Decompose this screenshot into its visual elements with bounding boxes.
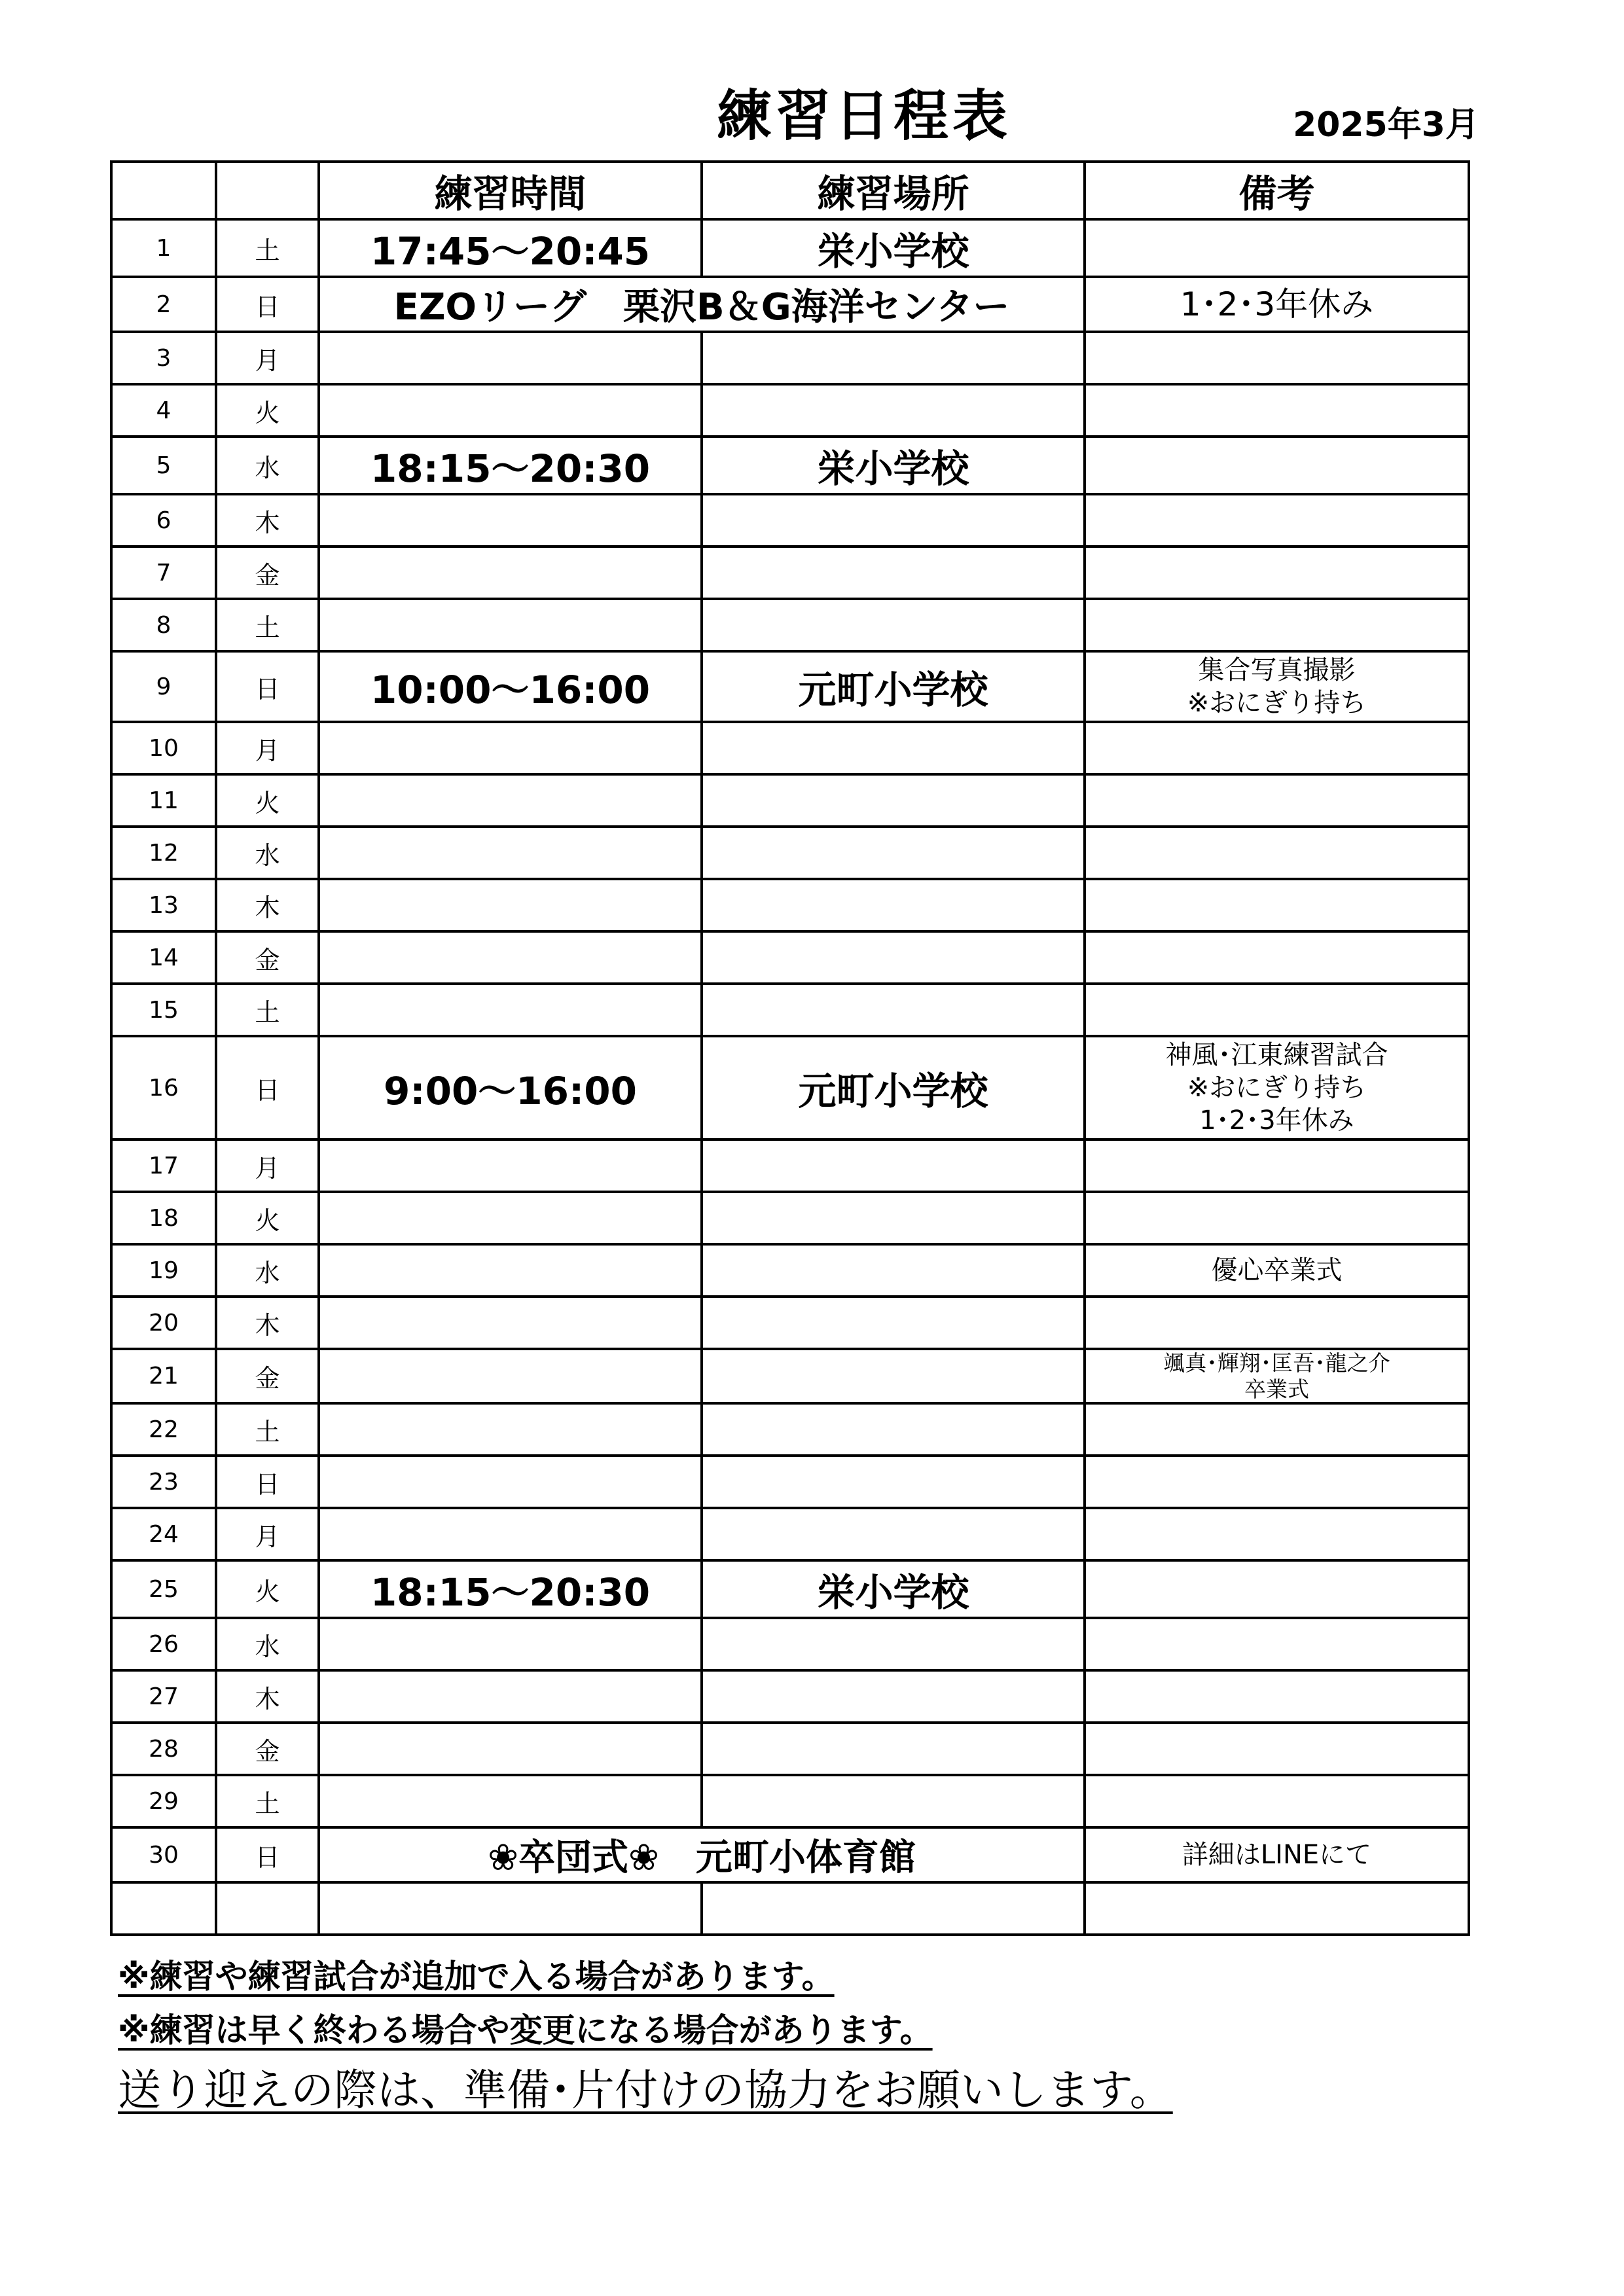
header-notes: 備考 bbox=[1085, 162, 1469, 219]
practice-time: 10:00～16:00 bbox=[319, 651, 702, 722]
notes-cell bbox=[1085, 219, 1469, 277]
notes-cell bbox=[1085, 651, 1469, 722]
practice-place bbox=[702, 332, 1085, 384]
notes-cell bbox=[1085, 437, 1469, 494]
day-number: 3 bbox=[111, 332, 216, 384]
practice-place bbox=[702, 1508, 1085, 1560]
weekday: 火 bbox=[216, 1192, 319, 1244]
notes-cell bbox=[1085, 1882, 1469, 1935]
practice-place bbox=[702, 1775, 1085, 1827]
table-row bbox=[111, 1618, 1469, 1670]
practice-time: 17:45～20:45 bbox=[319, 219, 702, 277]
notes-cell bbox=[1085, 1618, 1469, 1670]
weekday: 木 bbox=[216, 879, 319, 931]
weekday: 木 bbox=[216, 494, 319, 547]
weekday: 日 bbox=[216, 1827, 319, 1882]
weekday: 水 bbox=[216, 1244, 319, 1297]
day-number: 17 bbox=[111, 1139, 216, 1192]
table-row bbox=[111, 1349, 1469, 1403]
page-title: 練習日程表 bbox=[716, 84, 1011, 148]
event-description: EZOリーグ 栗沢B＆G海洋センター bbox=[319, 277, 1085, 332]
note-line: 神風･江東練習試合 bbox=[1165, 1040, 1388, 1070]
notes-cell bbox=[1085, 1508, 1469, 1560]
day-number: 16 bbox=[111, 1036, 216, 1139]
table-row bbox=[111, 1297, 1469, 1349]
practice-place: 栄小学校 bbox=[702, 437, 1085, 494]
weekday bbox=[216, 1882, 319, 1935]
practice-time bbox=[319, 1297, 702, 1349]
table-row bbox=[111, 1456, 1469, 1508]
practice-place: 元町小学校 bbox=[702, 1036, 1085, 1139]
weekday: 月 bbox=[216, 722, 319, 774]
table-row bbox=[111, 984, 1469, 1036]
notes-cell bbox=[1085, 1560, 1469, 1618]
table-row bbox=[111, 1560, 1469, 1618]
table-row bbox=[111, 722, 1469, 774]
practice-time bbox=[319, 1403, 702, 1456]
practice-time bbox=[319, 1882, 702, 1935]
practice-place bbox=[702, 931, 1085, 984]
note-line: 詳細はLINEにて bbox=[1182, 1840, 1372, 1871]
weekday: 木 bbox=[216, 1670, 319, 1723]
day-number: 9 bbox=[111, 651, 216, 722]
practice-place bbox=[702, 1723, 1085, 1775]
day-number: 30 bbox=[111, 1827, 216, 1882]
table-row bbox=[111, 1139, 1469, 1192]
practice-place bbox=[702, 1882, 1085, 1935]
practice-time bbox=[319, 1775, 702, 1827]
table-row bbox=[111, 1882, 1469, 1935]
practice-place bbox=[702, 1670, 1085, 1723]
notes-cell bbox=[1085, 1244, 1469, 1297]
day-number: 7 bbox=[111, 547, 216, 599]
day-number: 5 bbox=[111, 437, 216, 494]
weekday: 日 bbox=[216, 651, 319, 722]
table-row bbox=[111, 219, 1469, 277]
practice-place bbox=[702, 1139, 1085, 1192]
weekday: 土 bbox=[216, 984, 319, 1036]
practice-place bbox=[702, 547, 1085, 599]
weekday: 水 bbox=[216, 1618, 319, 1670]
weekday: 日 bbox=[216, 1036, 319, 1139]
event-description: ❀卒団式❀ 元町小体育館 bbox=[319, 1827, 1085, 1882]
practice-time bbox=[319, 384, 702, 437]
note-line: 1･2･3年休み bbox=[1199, 1105, 1354, 1136]
practice-place bbox=[702, 494, 1085, 547]
notes-cell bbox=[1085, 1192, 1469, 1244]
table-row bbox=[111, 384, 1469, 437]
note-line: 優心卒業式 bbox=[1211, 1255, 1343, 1285]
day-number: 26 bbox=[111, 1618, 216, 1670]
practice-time bbox=[319, 1670, 702, 1723]
practice-place bbox=[702, 1244, 1085, 1297]
day-number: 2 bbox=[111, 277, 216, 332]
table-row bbox=[111, 1827, 1469, 1882]
practice-place bbox=[702, 1618, 1085, 1670]
practice-place bbox=[702, 1297, 1085, 1349]
footer-note-3: 送り迎えの際は、準備･片付けの協力をお願いします。 bbox=[118, 2065, 1173, 2115]
day-number: 12 bbox=[111, 827, 216, 879]
weekday: 火 bbox=[216, 1560, 319, 1618]
practice-time bbox=[319, 599, 702, 651]
footer-note-2: ※練習は早く終わる場合や変更になる場合があります。 bbox=[118, 2011, 933, 2049]
table-row bbox=[111, 1670, 1469, 1723]
practice-place: 元町小学校 bbox=[702, 651, 1085, 722]
table-row bbox=[111, 827, 1469, 879]
notes-cell bbox=[1085, 277, 1469, 332]
weekday: 日 bbox=[216, 277, 319, 332]
table-row bbox=[111, 1508, 1469, 1560]
day-number: 20 bbox=[111, 1297, 216, 1349]
weekday: 金 bbox=[216, 1349, 319, 1403]
day-number: 13 bbox=[111, 879, 216, 931]
practice-time bbox=[319, 879, 702, 931]
footer-note-1: ※練習や練習試合が追加で入る場合があります。 bbox=[118, 1958, 835, 1996]
day-number: 4 bbox=[111, 384, 216, 437]
day-number: 11 bbox=[111, 774, 216, 827]
practice-time bbox=[319, 984, 702, 1036]
weekday: 水 bbox=[216, 827, 319, 879]
day-number: 1 bbox=[111, 219, 216, 277]
table-row bbox=[111, 277, 1469, 332]
practice-time bbox=[319, 1508, 702, 1560]
notes-cell bbox=[1085, 332, 1469, 384]
table-row bbox=[111, 1192, 1469, 1244]
weekday: 金 bbox=[216, 1723, 319, 1775]
day-number: 6 bbox=[111, 494, 216, 547]
notes-cell bbox=[1085, 547, 1469, 599]
weekday: 土 bbox=[216, 219, 319, 277]
notes-cell bbox=[1085, 1297, 1469, 1349]
weekday: 月 bbox=[216, 332, 319, 384]
day-number: 10 bbox=[111, 722, 216, 774]
weekday: 月 bbox=[216, 1508, 319, 1560]
notes-cell bbox=[1085, 1670, 1469, 1723]
practice-time bbox=[319, 1723, 702, 1775]
practice-time: 18:15～20:30 bbox=[319, 437, 702, 494]
weekday: 土 bbox=[216, 1775, 319, 1827]
header-day bbox=[111, 162, 216, 219]
practice-place bbox=[702, 879, 1085, 931]
note-line: ※おにぎり持ち bbox=[1187, 1073, 1367, 1103]
table-row bbox=[111, 879, 1469, 931]
table-row bbox=[111, 1036, 1469, 1139]
practice-time bbox=[319, 774, 702, 827]
header-practice-time: 練習時間 bbox=[319, 162, 702, 219]
notes-cell bbox=[1085, 384, 1469, 437]
practice-time bbox=[319, 1244, 702, 1297]
practice-place bbox=[702, 1403, 1085, 1456]
notes-cell bbox=[1085, 1036, 1469, 1139]
notes-cell bbox=[1085, 827, 1469, 879]
schedule-table bbox=[110, 160, 1470, 1936]
weekday: 木 bbox=[216, 1297, 319, 1349]
practice-time bbox=[319, 722, 702, 774]
weekday: 土 bbox=[216, 599, 319, 651]
table-row bbox=[111, 494, 1469, 547]
practice-time bbox=[319, 1456, 702, 1508]
day-number: 19 bbox=[111, 1244, 216, 1297]
schedule-month: 2025年3月 bbox=[1293, 105, 1479, 145]
practice-time bbox=[319, 494, 702, 547]
table-row bbox=[111, 931, 1469, 984]
practice-time: 18:15～20:30 bbox=[319, 1560, 702, 1618]
practice-time bbox=[319, 931, 702, 984]
practice-time bbox=[319, 1192, 702, 1244]
practice-place: 栄小学校 bbox=[702, 1560, 1085, 1618]
day-number: 28 bbox=[111, 1723, 216, 1775]
practice-time bbox=[319, 1618, 702, 1670]
notes-cell bbox=[1085, 984, 1469, 1036]
schedule-body bbox=[111, 219, 1469, 1935]
day-number: 15 bbox=[111, 984, 216, 1036]
table-row bbox=[111, 1723, 1469, 1775]
day-number: 23 bbox=[111, 1456, 216, 1508]
notes-cell bbox=[1085, 774, 1469, 827]
table-row bbox=[111, 651, 1469, 722]
note-line: 集合写真撮影 bbox=[1198, 655, 1356, 685]
day-number: 14 bbox=[111, 931, 216, 984]
weekday: 火 bbox=[216, 774, 319, 827]
practice-place bbox=[702, 722, 1085, 774]
practice-time bbox=[319, 827, 702, 879]
table-row bbox=[111, 547, 1469, 599]
practice-place bbox=[702, 599, 1085, 651]
practice-time bbox=[319, 1349, 702, 1403]
practice-time bbox=[319, 332, 702, 384]
table-row bbox=[111, 1244, 1469, 1297]
practice-place bbox=[702, 827, 1085, 879]
day-number: 25 bbox=[111, 1560, 216, 1618]
practice-place bbox=[702, 984, 1085, 1036]
day-number: 24 bbox=[111, 1508, 216, 1560]
day-number: 18 bbox=[111, 1192, 216, 1244]
table-row bbox=[111, 1403, 1469, 1456]
header-practice-place: 練習場所 bbox=[702, 162, 1085, 219]
weekday: 水 bbox=[216, 437, 319, 494]
notes-cell bbox=[1085, 1349, 1469, 1403]
note-line: 1･2･3年休み bbox=[1180, 285, 1374, 323]
practice-time bbox=[319, 547, 702, 599]
weekday: 金 bbox=[216, 547, 319, 599]
notes-cell bbox=[1085, 494, 1469, 547]
practice-place bbox=[702, 774, 1085, 827]
weekday: 火 bbox=[216, 384, 319, 437]
day-number: 22 bbox=[111, 1403, 216, 1456]
practice-place bbox=[702, 1349, 1085, 1403]
table-row bbox=[111, 332, 1469, 384]
practice-time: 9:00～16:00 bbox=[319, 1036, 702, 1139]
table-row bbox=[111, 1775, 1469, 1827]
table-row bbox=[111, 437, 1469, 494]
day-number: 27 bbox=[111, 1670, 216, 1723]
day-number: 29 bbox=[111, 1775, 216, 1827]
practice-place bbox=[702, 1192, 1085, 1244]
day-number bbox=[111, 1882, 216, 1935]
weekday: 金 bbox=[216, 931, 319, 984]
notes-cell bbox=[1085, 1827, 1469, 1882]
note-line: ※おにぎり持ち bbox=[1187, 688, 1367, 718]
practice-place: 栄小学校 bbox=[702, 219, 1085, 277]
notes-cell bbox=[1085, 1775, 1469, 1827]
notes-cell bbox=[1085, 879, 1469, 931]
notes-cell bbox=[1085, 722, 1469, 774]
note-line: 卒業式 bbox=[1244, 1376, 1309, 1402]
notes-cell bbox=[1085, 1403, 1469, 1456]
table-header-row bbox=[111, 162, 1469, 219]
practice-place bbox=[702, 1456, 1085, 1508]
day-number: 8 bbox=[111, 599, 216, 651]
notes-cell bbox=[1085, 1139, 1469, 1192]
notes-cell bbox=[1085, 1456, 1469, 1508]
practice-time bbox=[319, 1139, 702, 1192]
day-number: 21 bbox=[111, 1349, 216, 1403]
header-weekday bbox=[216, 162, 319, 219]
notes-cell bbox=[1085, 1723, 1469, 1775]
practice-place bbox=[702, 384, 1085, 437]
weekday: 月 bbox=[216, 1139, 319, 1192]
table-row bbox=[111, 774, 1469, 827]
note-line: 颯真･輝翔･匡吾･龍之介 bbox=[1163, 1350, 1390, 1376]
weekday: 土 bbox=[216, 1403, 319, 1456]
notes-cell bbox=[1085, 931, 1469, 984]
weekday: 日 bbox=[216, 1456, 319, 1508]
notes-cell bbox=[1085, 599, 1469, 651]
table-row bbox=[111, 599, 1469, 651]
